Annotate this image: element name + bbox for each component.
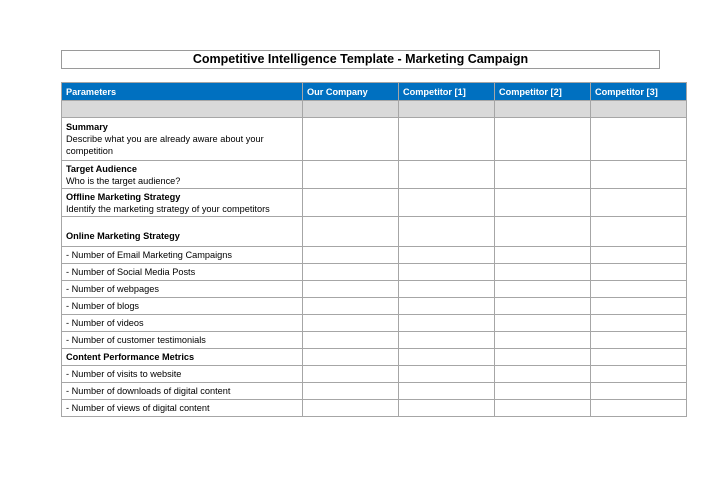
table-row — [62, 298, 687, 315]
table-cell[interactable] — [399, 281, 495, 298]
table-row-content-metrics — [62, 349, 687, 366]
sub-item-label: - Number of Social Media Posts — [62, 264, 303, 281]
table-cell[interactable] — [495, 247, 591, 264]
table-cell[interactable] — [399, 383, 495, 400]
table-cell[interactable] — [399, 217, 495, 247]
table-cell[interactable] — [399, 400, 495, 417]
table-cell[interactable] — [591, 281, 687, 298]
table-row — [62, 281, 687, 298]
table-cell[interactable] — [303, 400, 399, 417]
table-cell[interactable] — [399, 189, 495, 217]
table-cell[interactable] — [495, 264, 591, 281]
table-cell[interactable] — [399, 118, 495, 161]
table-cell[interactable] — [591, 264, 687, 281]
table-cell[interactable] — [591, 118, 687, 161]
table-cell[interactable] — [591, 298, 687, 315]
table-cell[interactable] — [495, 281, 591, 298]
row-description-target-audience: Who is the target audience? — [66, 175, 181, 186]
table-cell[interactable] — [495, 400, 591, 417]
table-cell[interactable] — [399, 298, 495, 315]
sub-item-label: - Number of customer testimonials — [62, 332, 303, 349]
table-cell[interactable] — [591, 383, 687, 400]
column-header-competitor-3: Competitor [3] — [591, 83, 687, 101]
table-row — [62, 400, 687, 417]
sub-item-label: - Number of Email Marketing Campaigns — [62, 247, 303, 264]
table-cell[interactable] — [591, 366, 687, 383]
table-cell[interactable] — [495, 189, 591, 217]
table-row — [62, 247, 687, 264]
table-cell[interactable] — [303, 383, 399, 400]
parameter-cell — [62, 118, 303, 161]
row-label-summary: Summary — [66, 122, 108, 132]
table-row — [62, 264, 687, 281]
parameter-cell — [62, 349, 303, 366]
row-label-offline-strategy: Offline Marketing Strategy — [66, 191, 181, 202]
table-cell[interactable] — [591, 332, 687, 349]
parameter-cell — [62, 217, 303, 247]
table-cell[interactable] — [62, 101, 303, 118]
table-cell[interactable] — [495, 217, 591, 247]
column-header-our-company: Our Company — [303, 83, 399, 101]
sub-item-label: - Number of videos — [62, 315, 303, 332]
table-row-target-audience — [62, 161, 687, 189]
table-cell[interactable] — [399, 247, 495, 264]
table-row — [62, 315, 687, 332]
table-cell[interactable] — [303, 189, 399, 217]
table-cell[interactable] — [591, 101, 687, 118]
table-row — [62, 332, 687, 349]
row-label-content-metrics: Content Performance Metrics — [66, 352, 195, 362]
table-cell[interactable] — [591, 247, 687, 264]
table-cell[interactable] — [495, 118, 591, 161]
sub-item-label: - Number of visits to website — [62, 366, 303, 383]
shaded-spacer-row — [62, 101, 687, 118]
table-cell[interactable] — [495, 332, 591, 349]
table-cell[interactable] — [591, 161, 687, 189]
table-cell[interactable] — [399, 101, 495, 118]
table-cell[interactable] — [303, 315, 399, 332]
table-cell[interactable] — [303, 366, 399, 383]
table-cell[interactable] — [495, 298, 591, 315]
table-cell[interactable] — [399, 264, 495, 281]
table-cell[interactable] — [399, 161, 495, 189]
row-label-target-audience: Target Audience — [66, 163, 137, 174]
table-cell[interactable] — [303, 281, 399, 298]
table-row-online-strategy — [62, 217, 687, 247]
parameter-cell — [62, 189, 303, 217]
table-cell[interactable] — [303, 349, 399, 366]
table-cell[interactable] — [495, 161, 591, 189]
table-cell[interactable] — [495, 315, 591, 332]
column-header-competitor-2: Competitor [2] — [495, 83, 591, 101]
sub-item-label: - Number of blogs — [62, 298, 303, 315]
table-cell[interactable] — [303, 161, 399, 189]
table-cell[interactable] — [303, 217, 399, 247]
table-cell[interactable] — [591, 315, 687, 332]
table-cell[interactable] — [591, 189, 687, 217]
table-cell[interactable] — [303, 298, 399, 315]
sub-item-label: - Number of webpages — [62, 281, 303, 298]
parameter-cell — [62, 161, 303, 189]
column-header-parameters: Parameters — [62, 83, 303, 101]
table-cell[interactable] — [303, 264, 399, 281]
table-row — [62, 383, 687, 400]
row-label-online-strategy: Online Marketing Strategy — [66, 230, 180, 241]
table-cell[interactable] — [303, 247, 399, 264]
table-cell[interactable] — [303, 118, 399, 161]
table-cell[interactable] — [303, 332, 399, 349]
table-cell[interactable] — [495, 383, 591, 400]
table-cell[interactable] — [399, 349, 495, 366]
table-cell[interactable] — [591, 217, 687, 247]
table-row — [62, 366, 687, 383]
table-cell[interactable] — [591, 400, 687, 417]
row-description-summary: Describe what you are already aware about your competition — [66, 134, 264, 156]
table-cell[interactable] — [495, 349, 591, 366]
sub-item-label: - Number of views of digital content — [62, 400, 303, 417]
table-cell[interactable] — [303, 101, 399, 118]
column-header-competitor-1: Competitor [1] — [399, 83, 495, 101]
table-cell[interactable] — [399, 315, 495, 332]
document-title: Competitive Intelligence Template - Marketing Campaign — [61, 50, 660, 69]
sub-item-label: - Number of downloads of digital content — [62, 383, 303, 400]
table-cell[interactable] — [591, 349, 687, 366]
table-cell[interactable] — [399, 332, 495, 349]
competitive-intelligence-table — [61, 82, 687, 417]
table-row-summary — [62, 118, 687, 161]
table-cell[interactable] — [495, 366, 591, 383]
table-cell[interactable] — [399, 366, 495, 383]
table-cell[interactable] — [495, 101, 591, 118]
header-row — [62, 83, 687, 101]
row-description-offline-strategy: Identify the marketing strategy of your competitors — [66, 203, 270, 214]
table-row-offline-strategy — [62, 189, 687, 217]
